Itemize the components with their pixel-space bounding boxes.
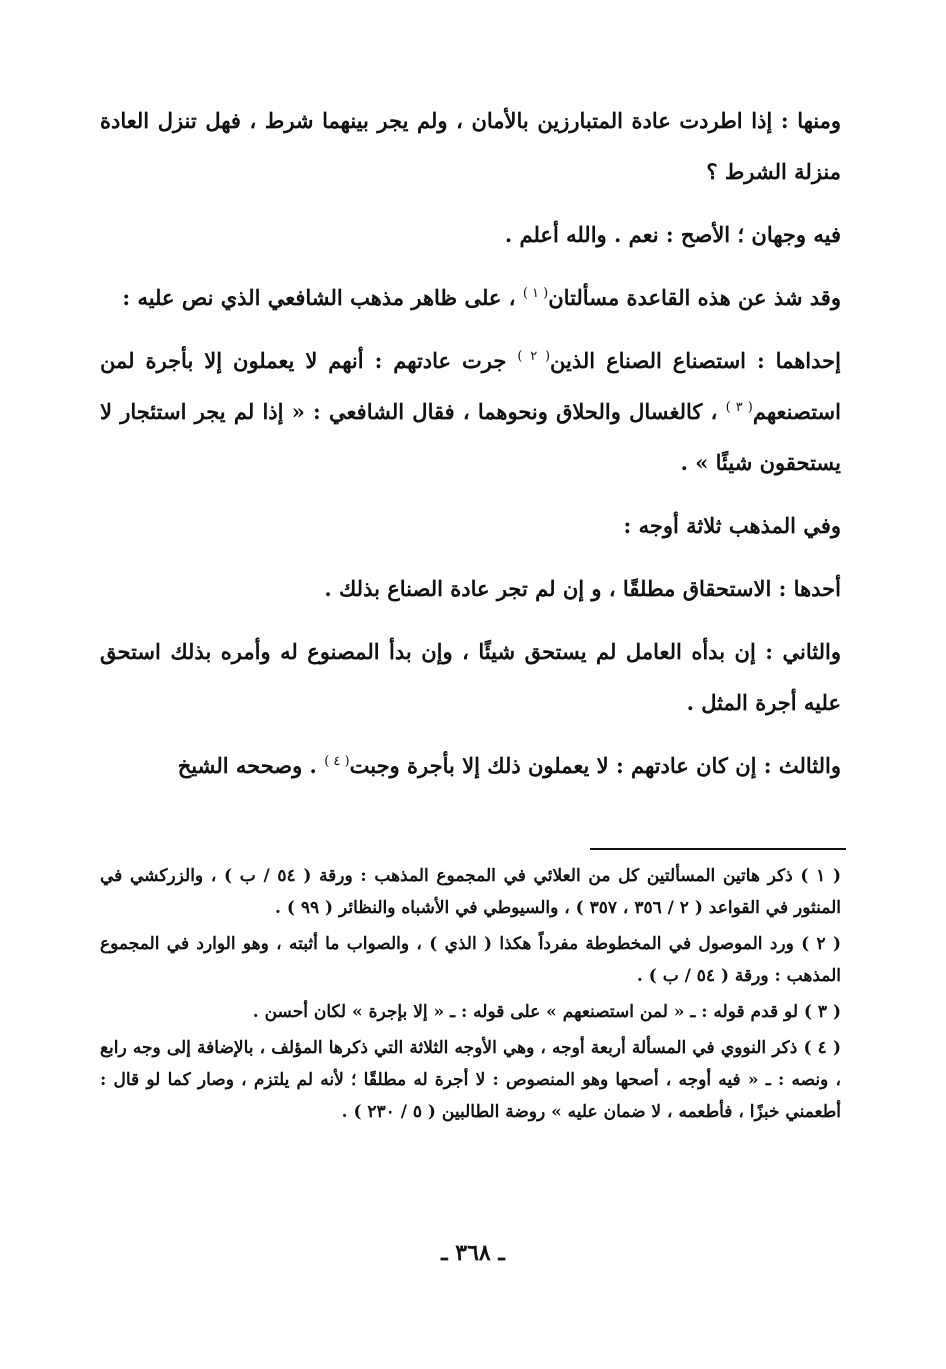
paragraph-8-text-end: . وصححه الشيخ: [177, 753, 325, 778]
paragraph-1-text: ومنها : إذا اطردت عادة المتبارزين بالأمان ، ولم يجر بينهما شرط ، فهل تنزل العادة منزلة الشرط ؟: [100, 108, 841, 184]
paragraph-4-text-middle: جرت عادتهم : أنهم لا يعملون إلا بأجرة لمن استصنعهم: [100, 348, 841, 424]
footnote-ref-2: ( ٢ ): [517, 349, 551, 364]
paragraph-8: [100, 740, 841, 791]
footnote-ref-4: ( ٤ ): [324, 754, 350, 769]
paragraph-7-text: والثاني : إن بدأه العامل لم يستحق شيئًا ، وإن بدأ المصنوع له وأمره بذلك استحق عليه أجرة المثل .: [100, 639, 841, 715]
footnote-ref-3: ( ٣ ): [725, 400, 753, 415]
paragraph-3-text-end: ، على ظاهر مذهب الشافعي الذي نص عليه :: [122, 285, 523, 310]
paragraph-6-text: أحدها : الاستحقاق مطلقًا ، و إن لم تجر عادة الصناع بذلك .: [324, 576, 841, 601]
main-text: [100, 95, 841, 803]
footnote-ref-1: ( ١ ): [522, 286, 549, 301]
paragraph-7: [100, 626, 841, 728]
footnote-4: ( ٤ ) ذكر النووي في المسألة أربعة أوجه ، وهي الأوجه الثلاثة التي ذكرها المؤلف ، بالإضافة إلى وجه رابع ، ونصه : ـ « فيه أوجه ، أصحها وهو المنصوص : لا أجرة له مطلقًا ؛ لأنه لم يلتزم ، وصار كما لو قال : أطعمني خبزًا ، فأطعمه ، لا ضمان عليه » روضة الطالبين ( ٥ / ٢٣٠ ) .: [100, 1038, 841, 1122]
footnote-divider: [590, 848, 846, 850]
paragraph-2: [100, 209, 841, 260]
paragraph-5-text: وفي المذهب ثلاثة أوجه :: [623, 513, 841, 538]
footnote-1: ( ١ ) ذكر هاتين المسألتين كل من العلائي في المجموع المذهب : ورقة ( ٥٤ / ب ) ، والزركشي في المنثور في القواعد ( ٢ / ٣٥٦ ، ٣٥٧ ) ، والسيوطي في الأشباه والنظائر ( ٩٩ ) .: [100, 866, 841, 918]
paragraph-5: [100, 500, 841, 551]
paragraph-1: [100, 95, 841, 197]
paragraph-6: [100, 563, 841, 614]
paragraph-4-text-start: إحداهما : استصناع الصناع الذين: [550, 348, 841, 373]
paragraph-2-text: فيه وجهان ؛ الأصح : نعم . والله أعلم .: [504, 222, 841, 247]
paragraph-4-text-end: ، كالغسال والحلاق ونحوهما ، فقال الشافعي : « إذا لم يجر استئجار لا يستحقون شيئًا » .: [100, 399, 841, 475]
paragraph-4: [100, 335, 841, 488]
page-number: ـ ٣٦٨ ـ: [441, 1240, 505, 1266]
footnote-3: ( ٣ ) لو قدم قوله : ـ « لمن استصنعهم » على قوله : ـ « إلا بإجرة » لكان أحسن .: [252, 1002, 841, 1022]
footnote-2: ( ٢ ) ورد الموصول في المخطوطة مفرداً هكذا ( الذي ) ، والصواب ما أثبته ، وهو الوارد في المجموع المذهب : ورقة ( ٥٤ / ب ) .: [100, 934, 842, 986]
footnotes-section: [100, 860, 841, 1132]
paragraph-3-text-start: وقد شذ عن هذه القاعدة مسألتان: [548, 285, 841, 310]
paragraph-8-text-start: والثالث : إن كان عادتهم : لا يعملون ذلك إلا بأجرة وجبت: [349, 753, 841, 778]
paragraph-3: [100, 272, 841, 323]
